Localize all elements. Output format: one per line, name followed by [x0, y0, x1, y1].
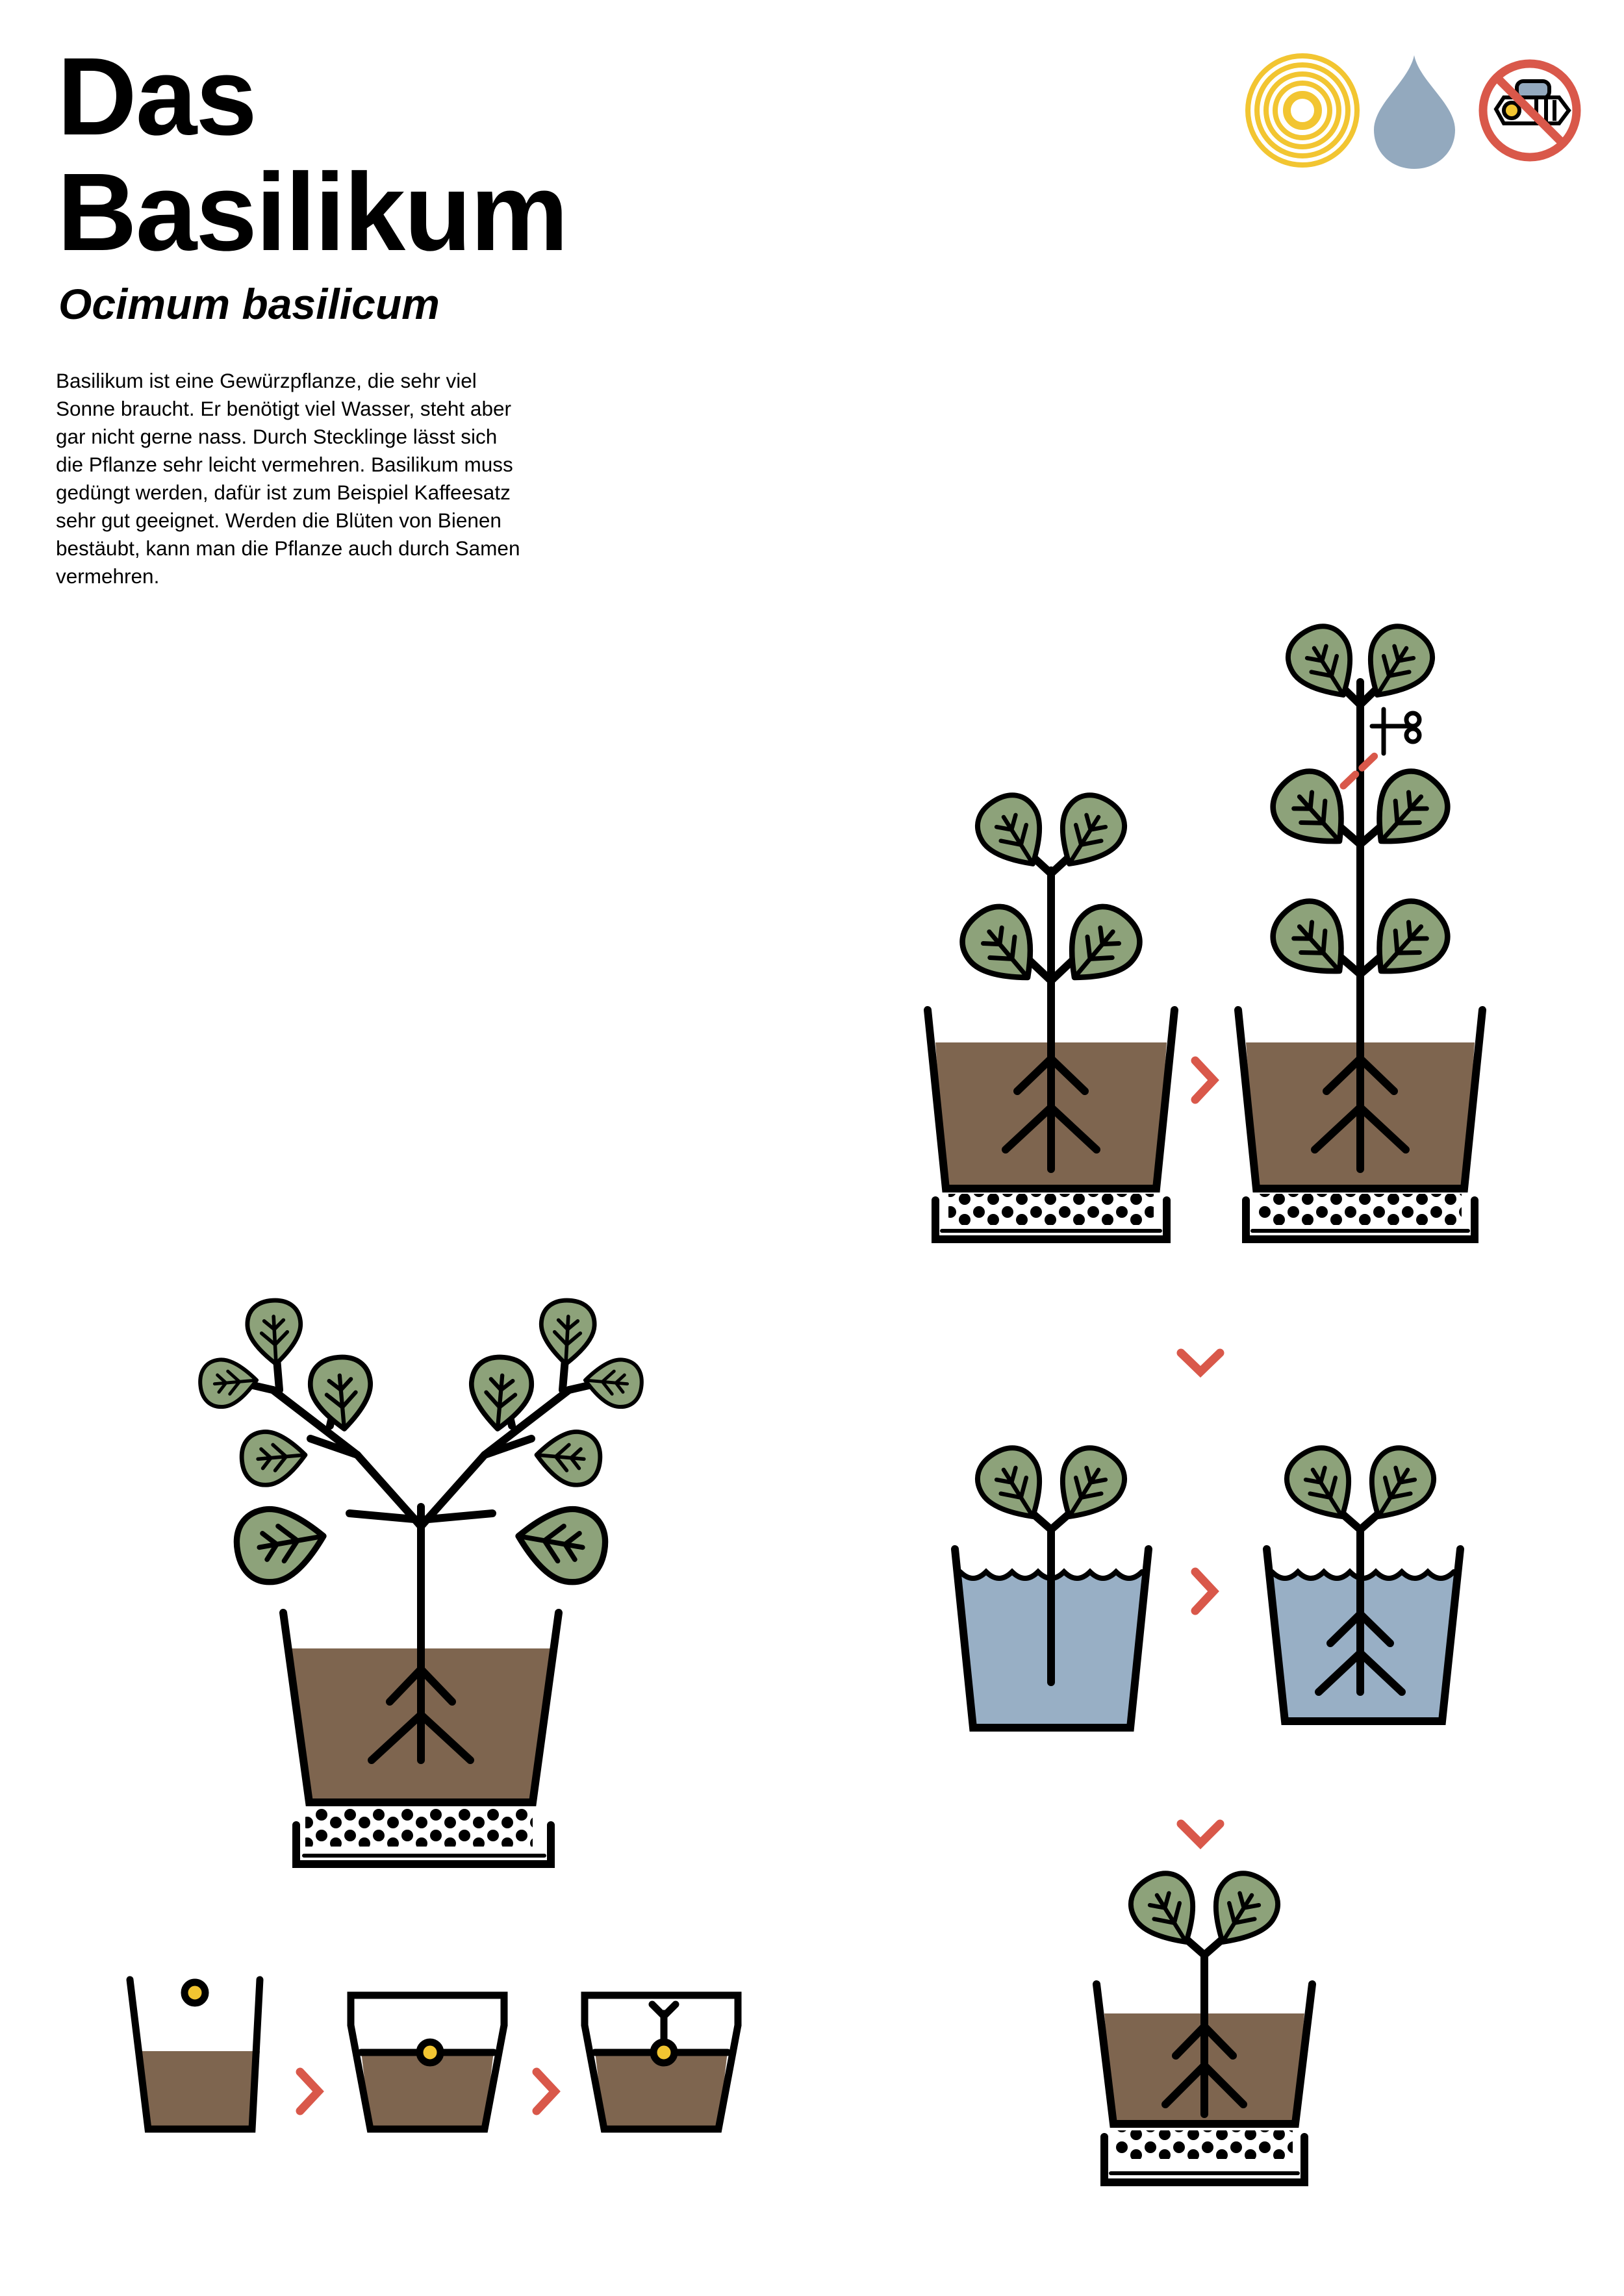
scissors-icon — [1372, 709, 1419, 753]
arrow-down-2 — [1181, 1824, 1220, 1843]
cutting-in-water-2 — [1267, 1507, 1460, 1721]
arrow-right-1 — [1195, 1061, 1213, 1100]
potted-plant-1 — [928, 851, 1174, 1239]
large-basil-plant — [231, 1351, 611, 1864]
botanical-name: Ocimum basilicum — [58, 280, 440, 328]
seed-sequence — [130, 1980, 738, 2129]
arrow-right-2 — [1195, 1572, 1213, 1611]
arrow-down-1 — [1181, 1353, 1220, 1372]
title-line-1: Das — [57, 35, 256, 158]
description-text: Basilikum ist eine Gewürzpflanze, die sehr viel Sonne braucht. Er benötigt viel Wasser, steht aber gar nicht gerne nass. Durch Stecklinge lässt sich die Pflanze sehr leicht vermehren. Basilikum muss gedüngt werden, dafür ist zum Beispiel Kaffeesatz sehr gut geeignet. Werden die Blüten von Bienen bestäubt, kann man die Pflanze auch durch Samen vermehren. — [56, 369, 520, 588]
cutting-in-water-1 — [955, 1507, 1148, 1728]
arrow-right-seed-1 — [300, 2072, 318, 2111]
arrow-right-seed-2 — [537, 2072, 555, 2111]
title-line-2: Basilikum — [57, 151, 568, 274]
potted-cutting — [1097, 1932, 1312, 2182]
